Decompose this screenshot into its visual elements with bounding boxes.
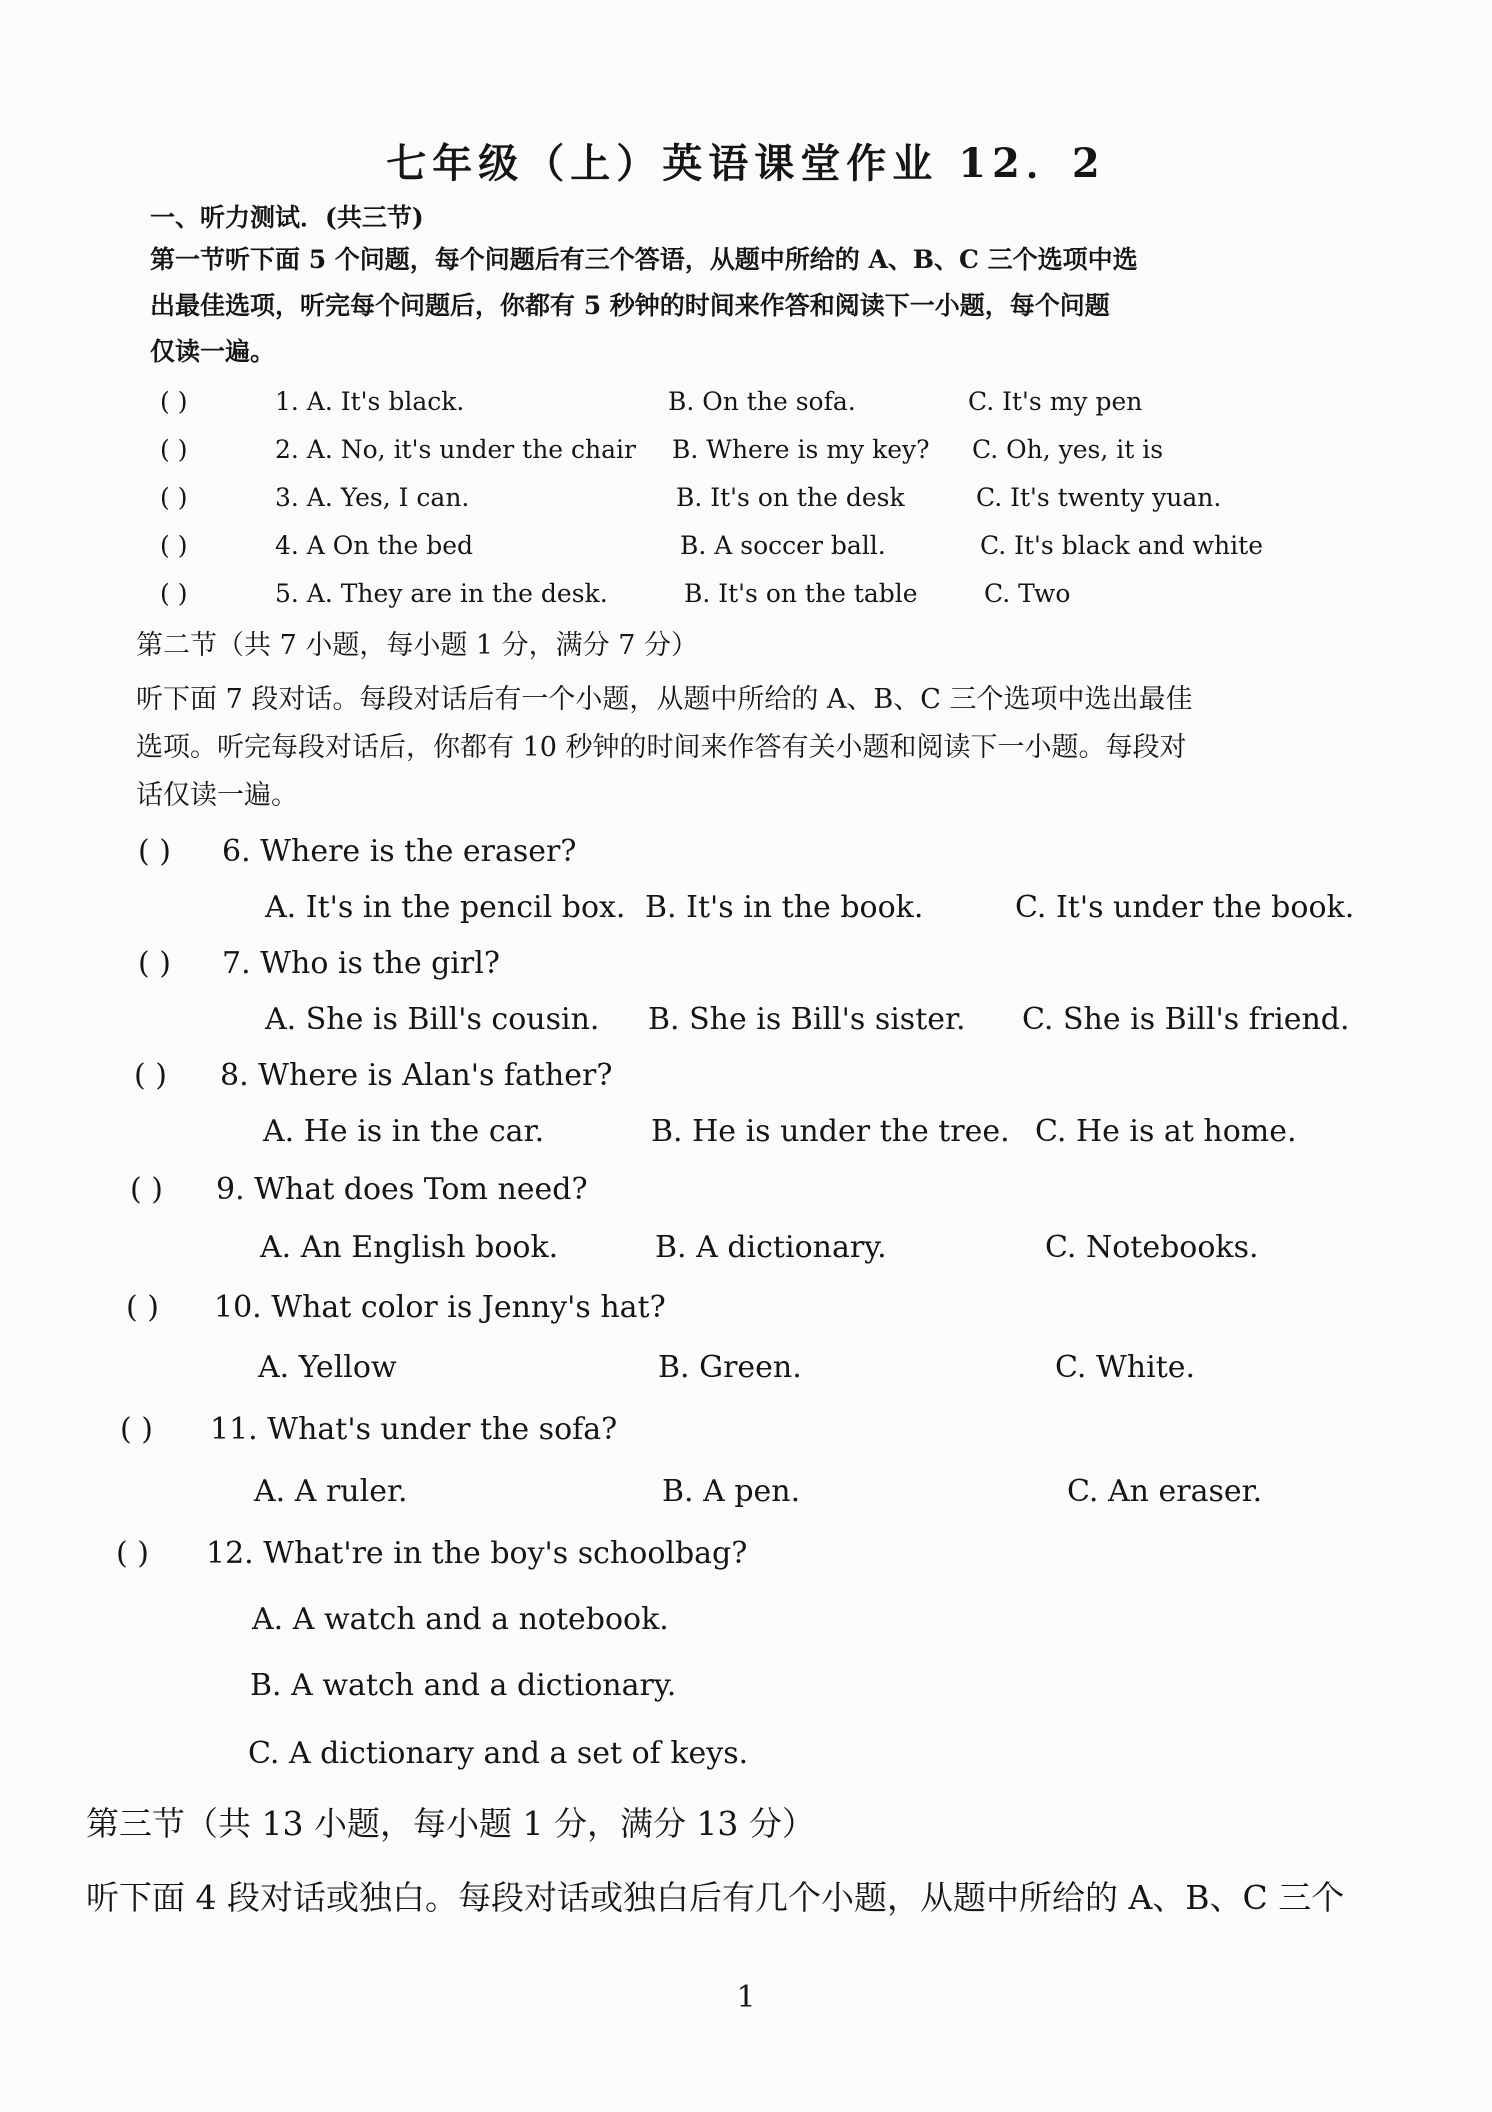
section2-instructions-line-3: 话仅读一遍。 bbox=[136, 780, 298, 811]
answer-blank[interactable]: ( ) bbox=[138, 834, 171, 869]
answer-blank[interactable]: ( ) bbox=[120, 1412, 153, 1447]
question-text: 8. Where is Alan's father? bbox=[220, 1058, 613, 1093]
question-option-a: 3. A. Yes, I can. bbox=[275, 483, 470, 512]
options-row bbox=[0, 1350, 1492, 1386]
section3-instructions: 听下面 4 段对话或独白。每段对话或独白后有几个小题，从题中所给的 A、B、C 三个 bbox=[86, 1878, 1345, 1917]
options-row bbox=[0, 1002, 1492, 1038]
question-option-c: C. It's black and white bbox=[980, 531, 1263, 560]
question-option-c: C. It's my pen bbox=[968, 387, 1143, 416]
option-c: C. She is Bill's friend. bbox=[1022, 1002, 1350, 1037]
question-row bbox=[0, 1412, 1492, 1448]
question-text: 7. Who is the girl? bbox=[222, 946, 500, 981]
section2-instructions-line-1: 听下面 7 段对话。每段对话后有一个小题，从题中所给的 A、B、C 三个选项中选出最佳 bbox=[136, 684, 1193, 715]
question-option-a: 5. A. They are in the desk. bbox=[275, 579, 608, 608]
question-text: 9. What does Tom need? bbox=[216, 1172, 588, 1207]
answer-blank[interactable]: ( ) bbox=[130, 1172, 163, 1207]
option-c: C. It's under the book. bbox=[1015, 890, 1355, 925]
question-option-a: 2. A. No, it's under the chair bbox=[275, 435, 636, 464]
question-text: 6. Where is the eraser? bbox=[222, 834, 577, 869]
answer-blank[interactable]: ( ) bbox=[126, 1290, 159, 1325]
answer-blank[interactable]: ( ) bbox=[116, 1536, 149, 1571]
question-row bbox=[0, 1058, 1492, 1094]
option-b: B. A watch and a dictionary. bbox=[250, 1668, 677, 1703]
question-option-c: C. It's twenty yuan. bbox=[976, 483, 1222, 512]
option-c: C. He is at home. bbox=[1035, 1114, 1297, 1149]
answer-blank[interactable]: ( ) bbox=[138, 946, 171, 981]
section2-heading: 第二节（共 7 小题，每小题 1 分，满分 7 分） bbox=[136, 630, 699, 661]
options-row bbox=[0, 1114, 1492, 1150]
question-option-c: C. Two bbox=[984, 579, 1071, 608]
answer-blank[interactable]: ( ) bbox=[160, 387, 188, 416]
option-a: A. It's in the pencil box. bbox=[265, 890, 626, 925]
options-row bbox=[0, 1474, 1492, 1510]
option-b: B. Green. bbox=[658, 1350, 802, 1385]
section1-instructions-line-1: 第一节听下面 5 个问题，每个问题后有三个答语，从题中所给的 A、B、C 三个选项中选 bbox=[150, 245, 1138, 274]
list-item bbox=[0, 482, 1492, 514]
section3-heading: 第三节（共 13 小题，每小题 1 分，满分 13 分） bbox=[86, 1804, 815, 1843]
option-a: A. A watch and a notebook. bbox=[252, 1602, 669, 1637]
question-option-b: B. Where is my key? bbox=[672, 435, 930, 464]
question-row bbox=[0, 1290, 1492, 1326]
answer-blank[interactable]: ( ) bbox=[134, 1058, 167, 1093]
option-a: A. She is Bill's cousin. bbox=[265, 1002, 600, 1037]
question-option-a: 4. A On the bed bbox=[275, 531, 474, 560]
section1-instructions-line-2: 出最佳选项，听完每个问题后，你都有 5 秒钟的时间来作答和阅读下一小题，每个问题 bbox=[150, 291, 1110, 320]
page-title: 七年级（上）英语课堂作业 12．2 bbox=[386, 140, 1106, 187]
section1-instructions-line-3: 仅读一遍。 bbox=[150, 337, 276, 366]
question-row bbox=[0, 1172, 1492, 1208]
question-option-a: 1. A. It's black. bbox=[275, 387, 465, 416]
option-c: C. White. bbox=[1055, 1350, 1196, 1385]
options-row bbox=[0, 1230, 1492, 1266]
question-option-c: C. Oh, yes, it is bbox=[972, 435, 1164, 464]
option-a: A. An English book. bbox=[260, 1230, 559, 1265]
option-c: C. Notebooks. bbox=[1045, 1230, 1259, 1265]
question-row bbox=[0, 834, 1492, 870]
question-row bbox=[0, 946, 1492, 982]
list-item bbox=[0, 434, 1492, 466]
option-b: B. It's in the book. bbox=[645, 890, 924, 925]
answer-blank[interactable]: ( ) bbox=[160, 579, 188, 608]
option-b: B. He is under the tree. bbox=[651, 1114, 1010, 1149]
options-row bbox=[0, 890, 1492, 926]
answer-blank[interactable]: ( ) bbox=[160, 531, 188, 560]
section2-instructions-line-2: 选项。听完每段对话后，你都有 10 秒钟的时间来作答有关小题和阅读下一小题。每段对 bbox=[136, 732, 1187, 763]
question-option-b: B. It's on the table bbox=[684, 579, 918, 608]
list-item bbox=[0, 386, 1492, 418]
answer-blank[interactable]: ( ) bbox=[160, 483, 188, 512]
page-number: 1 bbox=[736, 1980, 756, 2015]
question-option-b: B. It's on the desk bbox=[676, 483, 905, 512]
question-text: 10. What color is Jenny's hat? bbox=[214, 1290, 666, 1325]
answer-blank[interactable]: ( ) bbox=[160, 435, 188, 464]
option-b: B. A pen. bbox=[662, 1474, 801, 1509]
option-c: C. A dictionary and a set of keys. bbox=[248, 1736, 749, 1771]
question-option-b: B. On the sofa. bbox=[668, 387, 856, 416]
option-a: A. He is in the car. bbox=[263, 1114, 545, 1149]
list-item bbox=[0, 578, 1492, 610]
part1-heading: 一、听力测试．(共三节) bbox=[150, 203, 424, 232]
list-item bbox=[0, 530, 1492, 562]
question-text: 11. What's under the sofa? bbox=[210, 1412, 618, 1447]
option-a: A. Yellow bbox=[258, 1350, 397, 1385]
option-b: B. She is Bill's sister. bbox=[648, 1002, 966, 1037]
option-c: C. An eraser. bbox=[1067, 1474, 1263, 1509]
option-b: B. A dictionary. bbox=[655, 1230, 887, 1265]
question-text: 12. What're in the boy's schoolbag? bbox=[206, 1536, 748, 1571]
option-a: A. A ruler. bbox=[254, 1474, 408, 1509]
question-option-b: B. A soccer ball. bbox=[680, 531, 886, 560]
question-row bbox=[0, 1536, 1492, 1572]
